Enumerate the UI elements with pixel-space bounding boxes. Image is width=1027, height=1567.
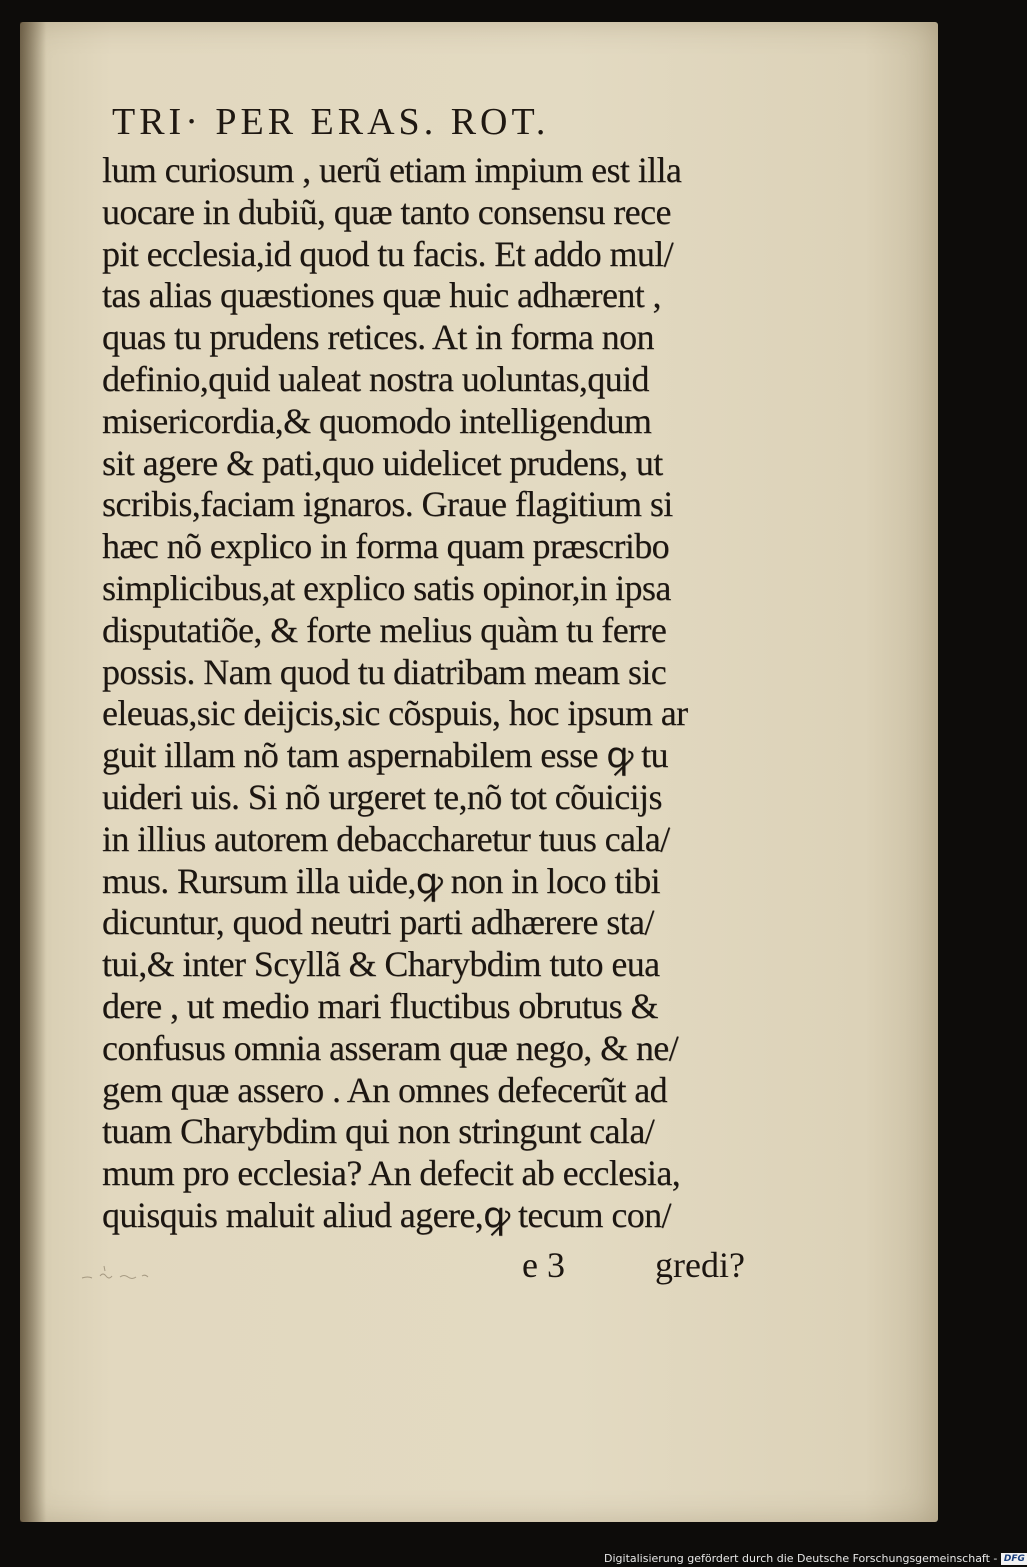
text-line: scribis,faciam ignaros. Graue flagitium si [102, 484, 673, 525]
text-line: dicuntur, quod neutri parti adhærere sta/ [102, 902, 654, 943]
credit-text: Digitalisierung gefördert durch die Deutsche Forschungsgemeinschaft - [604, 1552, 998, 1565]
text-line: definio,quid ualeat nostra uoluntas,quid [102, 358, 649, 399]
text-line: hæc nõ explico in forma quam præscribo [102, 526, 670, 567]
text-line: in illius autorem debaccharetur tuus cala/ [102, 818, 670, 859]
text-line: tas alias quæstiones quæ huic adhærent , [102, 275, 661, 316]
text-line: confusus omnia asseram quæ nego, & ne/ [102, 1027, 679, 1068]
text-line: simplicibus,at explico satis opinor,in ipsa [102, 567, 671, 608]
text-line: lum curiosum , uerũ etiam impium est illa [102, 150, 682, 190]
page-spine-shadow [20, 22, 46, 1522]
signature-mark: e 3 [522, 1245, 565, 1285]
text-block [102, 150, 762, 1237]
text-line: quisquis maluit aliud agere,ꝙ tecum con/ [102, 1194, 671, 1235]
text-line: gem quæ assero . An omnes defecerũt ad [102, 1069, 668, 1110]
text-line: possis. Nam quod tu diatribam meam sic [102, 651, 667, 692]
text-line: uideri uis. Si nõ urgeret te,nõ tot cõuicijs [102, 776, 662, 817]
running-head: TRI· PER ERAS. ROT. [112, 101, 550, 143]
text-line: mum pro ecclesia? An defecit ab ecclesia, [102, 1153, 681, 1194]
text-line: dere , ut medio mari fluctibus obrutus & [102, 985, 658, 1026]
text-line: quas tu prudens retices. At in forma non [102, 317, 654, 358]
catchword: gredi? [655, 1245, 745, 1285]
text-line: guit illam nõ tam aspernabilem esse ꝙ tu [102, 735, 668, 776]
text-line: mus. Rursum illa uide,ꝙ non in loco tibi [102, 860, 661, 901]
digitization-credit-bar [604, 1550, 1027, 1567]
text-line: sit agere & pati,quo uidelicet prudens, ut [102, 442, 663, 483]
text-line: disputatiõe, & forte melius quàm tu ferre [102, 609, 667, 650]
dfg-logo[interactable]: DFG [1001, 1553, 1027, 1565]
text-line: tui,& inter Scyllã & Charybdim tuto eua [102, 944, 660, 985]
text-line: eleuas,sic deijcis,sic cõspuis, hoc ipsum ar [102, 693, 688, 734]
text-line: pit ecclesia,id quod tu facis. Et addo mul/ [102, 233, 674, 274]
faint-ink-marks [80, 1262, 160, 1284]
text-line: uocare in dubiũ, quæ tanto consensu rece [102, 191, 671, 232]
text-line: tuam Charybdim qui non stringunt cala/ [102, 1111, 655, 1152]
text-line: misericordia,& quomodo intelligendum [102, 400, 652, 441]
